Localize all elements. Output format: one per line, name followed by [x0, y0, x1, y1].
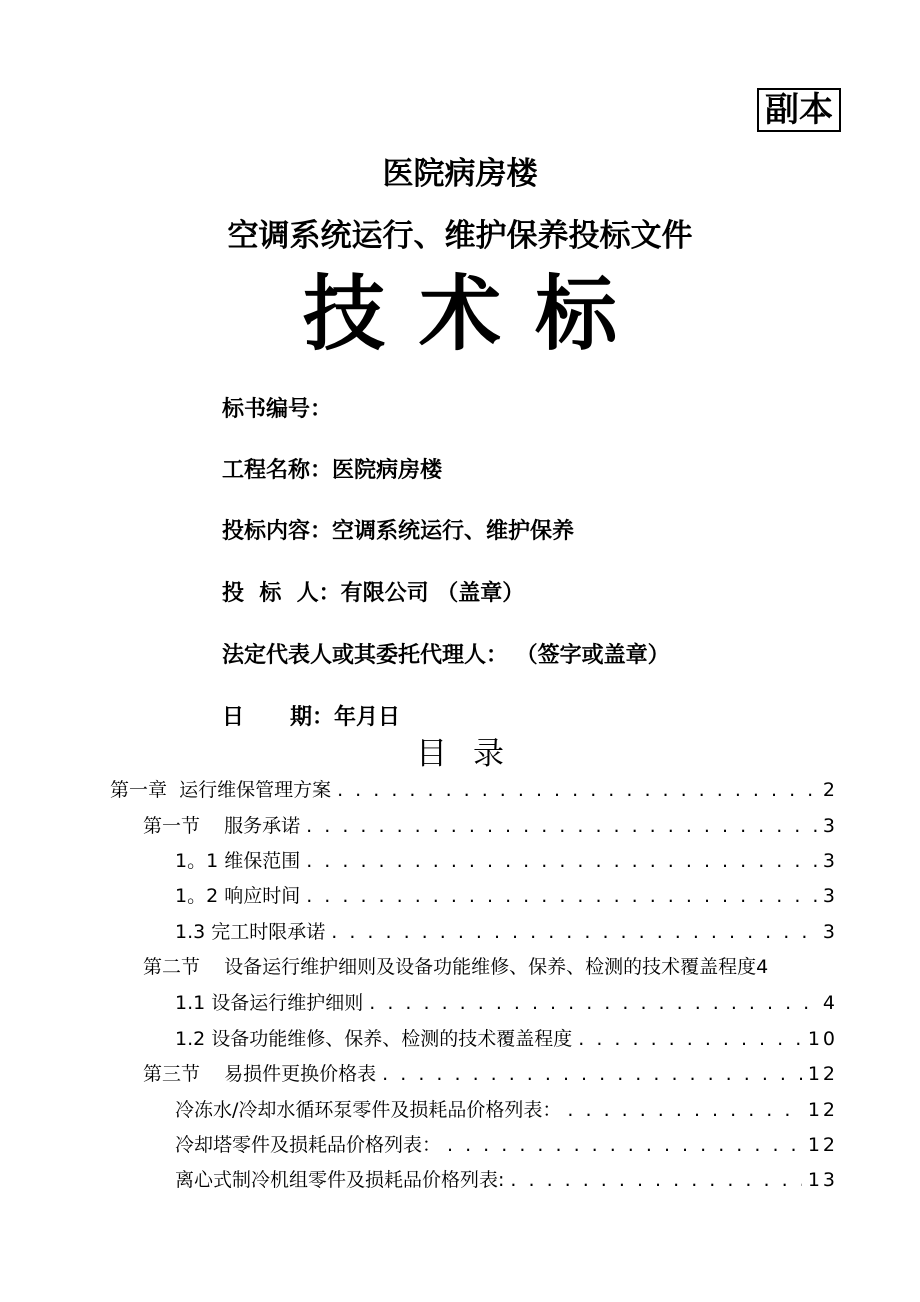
toc-entry-text: 离心式制冷机组零件及损耗品价格列表:: [175, 1169, 505, 1191]
toc-entry[interactable]: [175, 1096, 838, 1124]
toc-leader-dots: [306, 882, 817, 910]
toc-entry-text: 第三节 易损件更换价格表: [143, 1063, 377, 1085]
toc-leader-dots: [369, 989, 817, 1017]
bidder-field: 投 标 人：有限公司 （盖章）: [222, 581, 525, 606]
toc-leader-dots: [447, 1131, 802, 1159]
toc-leader-dots: [306, 812, 817, 840]
toc-entry-text: 第一章 运行维保管理方案: [110, 779, 332, 801]
document-main-title: 技术标: [302, 267, 651, 362]
toc-entry-page: 12: [807, 1134, 838, 1156]
toc-entry[interactable]: [175, 918, 838, 946]
toc-entry[interactable]: [143, 812, 838, 840]
toc-leader-dots: [510, 1166, 801, 1194]
toc-entry[interactable]: [175, 1166, 838, 1194]
bid-number-field: 标书编号：: [222, 397, 333, 422]
toc-entry[interactable]: [175, 1131, 838, 1159]
toc-entry-text: 冷却塔零件及损耗品价格列表：: [175, 1134, 442, 1156]
toc-leader-dots: [382, 1060, 802, 1088]
toc-leader-dots: [306, 847, 817, 875]
toc-entry-page: 3: [822, 815, 838, 837]
toc-entry[interactable]: [175, 847, 838, 875]
toc-entry-text: 第一节 服务承诺: [143, 815, 301, 837]
toc-entry[interactable]: [110, 776, 838, 804]
bid-content-field: 投标内容：空调系统运行、维护保养: [222, 519, 575, 544]
toc-entry-page: 10: [807, 1028, 838, 1050]
toc-title: 目录: [416, 736, 530, 772]
toc-entry-page: 3: [822, 921, 838, 943]
toc-entry-page: 3: [822, 850, 838, 872]
toc-entry-text: 第二节 设备运行维护细则及设备功能维修、保养、检测的技术覆盖程度: [143, 956, 757, 978]
toc-entry[interactable]: [143, 953, 854, 981]
copy-stamp: 副本: [757, 88, 841, 132]
toc-entry-page: 3: [822, 885, 838, 907]
toc-entry-text: 1。1 维保范围: [175, 850, 301, 872]
toc-entry-page: 2: [822, 779, 838, 801]
toc-entry[interactable]: [175, 882, 838, 910]
toc-entry-text: 冷冻水/冷却水循环泵零件及损耗品价格列表：: [175, 1099, 562, 1121]
toc-entry-text: 1。2 响应时间: [175, 885, 301, 907]
toc-entry-page: 4: [822, 992, 838, 1014]
toc-entry-page: 13: [807, 1169, 838, 1191]
toc-entry[interactable]: [175, 1025, 838, 1053]
toc-entry-page: 4: [756, 956, 772, 978]
toc-leader-dots: [331, 918, 817, 946]
toc-leader-dots: [337, 776, 817, 804]
representative-field: 法定代表人或其委托代理人： （签字或盖章）: [222, 643, 670, 668]
toc-entry[interactable]: [143, 1060, 838, 1088]
toc-leader-dots: [578, 1025, 802, 1053]
toc-entry-text: 1.3 完工时限承诺: [175, 921, 326, 943]
toc-entry[interactable]: [175, 989, 838, 1017]
document-title-line1: 医院病房楼: [382, 156, 538, 192]
toc-entry-page: 12: [807, 1063, 838, 1085]
toc-leader-dots: [567, 1096, 801, 1124]
document-title-line2: 空调系统运行、维护保养投标文件: [227, 218, 693, 254]
project-name-field: 工程名称：医院病房楼: [222, 458, 443, 483]
toc-entry-text: 1.2 设备功能维修、保养、检测的技术覆盖程度: [175, 1028, 573, 1050]
date-field: 日 期：年月日: [222, 705, 400, 730]
toc-entry-text: 1.1 设备运行维护细则: [175, 992, 364, 1014]
toc-entry-page: 12: [807, 1099, 838, 1121]
